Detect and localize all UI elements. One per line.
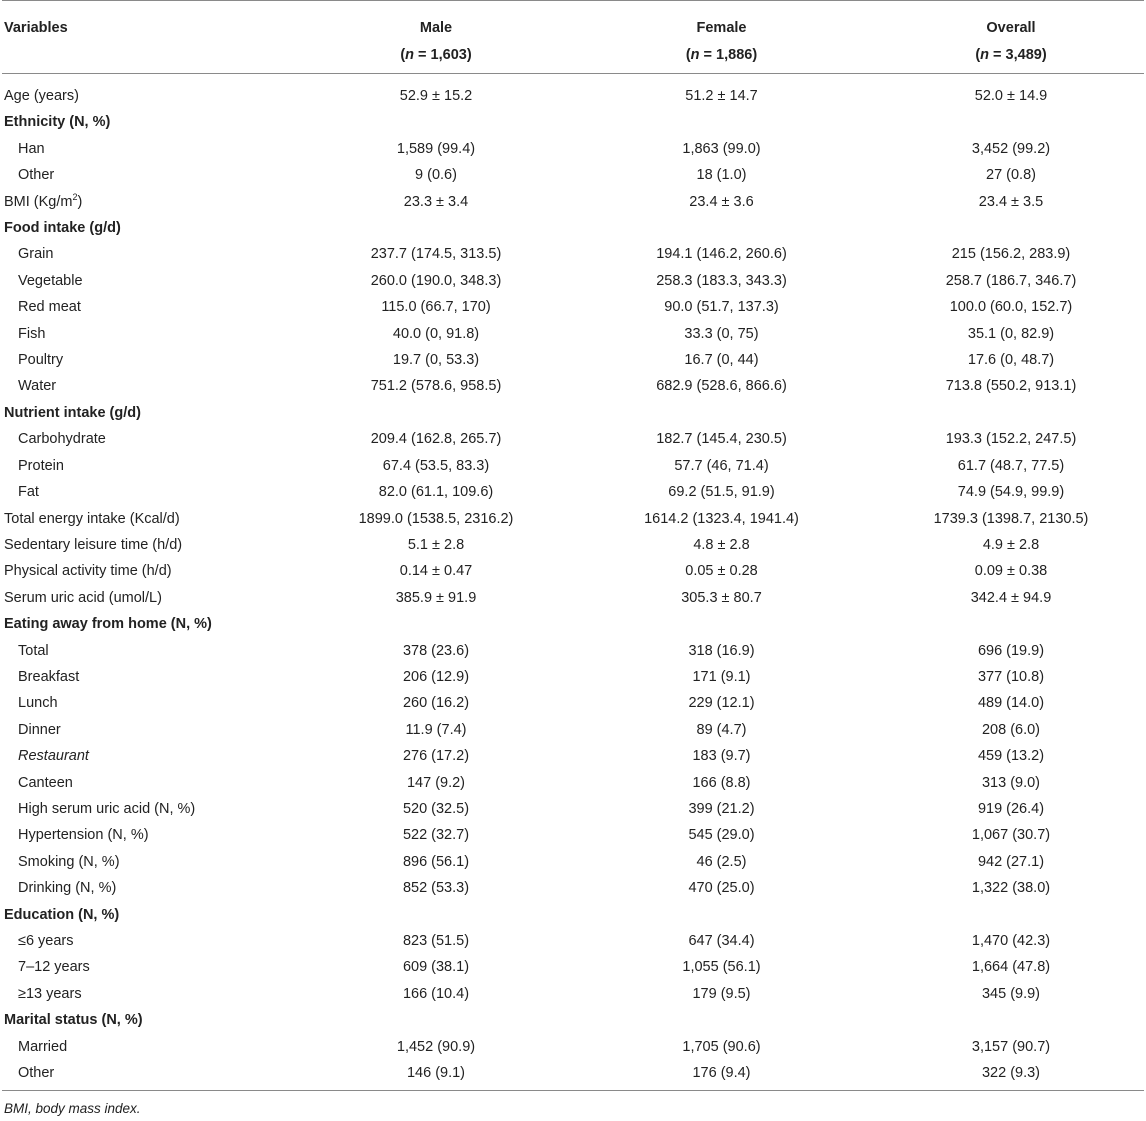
cell-male: 147 (9.2)	[406, 774, 466, 791]
table-row	[2, 1034, 1144, 1060]
table-row	[2, 954, 1144, 980]
row-label: 7–12 years	[18, 959, 90, 976]
cell-overall: 459 (13.2)	[977, 748, 1045, 765]
cell-male: 385.9 ± 91.9	[395, 589, 477, 606]
row-label: Sedentary leisure time (h/d)	[4, 536, 183, 553]
cell-male: 522 (32.7)	[402, 827, 470, 844]
table-row	[2, 849, 1144, 875]
row-label: Protein	[18, 457, 64, 474]
cell-female: 1,705 (90.6)	[682, 1038, 761, 1055]
cell-overall	[878, 1007, 1144, 1033]
cell-male	[307, 109, 565, 135]
cell-female: 179 (9.5)	[692, 985, 751, 1002]
cell-overall: 100.0 (60.0, 152.7)	[949, 299, 1073, 316]
row-label: Grain	[18, 246, 54, 263]
cell-female: 0.05 ± 0.28	[685, 563, 758, 580]
header-row	[2, 1, 1144, 74]
cell-male: 260.0 (190.0, 348.3)	[370, 272, 502, 289]
cell-overall: 1,664 (47.8)	[971, 959, 1051, 976]
header-male-n: (n = 1,603)	[400, 47, 472, 63]
table-row	[2, 109, 1144, 135]
cell-female: 183 (9.7)	[692, 748, 751, 765]
cell-male	[307, 611, 565, 637]
cell-overall: 74.9 (54.9, 99.9)	[957, 484, 1065, 501]
characteristics-table	[2, 0, 1144, 1091]
cell-overall: 61.7 (48.7, 77.5)	[957, 457, 1065, 474]
cell-male: 276 (17.2)	[402, 748, 470, 765]
row-label: Han	[18, 140, 45, 157]
cell-male: 1,452 (90.9)	[396, 1038, 476, 1055]
table-row	[2, 717, 1144, 743]
cell-male: 40.0 (0, 91.8)	[392, 325, 480, 342]
cell-male: 82.0 (61.1, 109.6)	[378, 484, 494, 501]
row-label: Poultry	[18, 352, 64, 369]
cell-overall: 17.6 (0, 48.7)	[967, 352, 1055, 369]
table-row	[2, 1060, 1144, 1091]
table-row	[2, 875, 1144, 901]
cell-overall: 0.09 ± 0.38	[974, 563, 1048, 580]
table-row	[2, 902, 1144, 928]
row-label: Other	[2, 1060, 307, 1091]
row-label: Smoking (N, %)	[18, 853, 120, 870]
cell-female: 57.7 (46, 71.4)	[674, 457, 769, 474]
table-row	[2, 136, 1144, 162]
table-row	[2, 162, 1144, 188]
cell-male: 237.7 (174.5, 313.5)	[370, 246, 502, 263]
table-row	[2, 74, 1144, 110]
row-label: Vegetable	[18, 272, 83, 289]
table-row	[2, 321, 1144, 347]
cell-female: 16.7 (0, 44)	[684, 352, 759, 369]
row-label: Marital status (N, %)	[4, 1012, 143, 1029]
cell-overall: 1,067 (30.7)	[971, 827, 1051, 844]
table-row	[2, 822, 1144, 848]
row-label: Dinner	[18, 721, 61, 738]
cell-female: 69.2 (51.5, 91.9)	[668, 484, 775, 501]
cell-overall: 1,470 (42.3)	[971, 933, 1051, 949]
cell-female: 171 (9.1)	[692, 668, 751, 685]
cell-female: 46 (2.5)	[696, 853, 747, 870]
cell-male: 67.4 (53.5, 83.3)	[382, 457, 490, 474]
cell-overall: 1739.3 (1398.7, 2130.5)	[933, 510, 1089, 527]
cell-male: 1899.0 (1538.5, 2316.2)	[358, 510, 514, 527]
row-label: ≤6 years	[18, 933, 74, 949]
cell-overall: 258.7 (186.7, 346.7)	[945, 272, 1077, 289]
cell-overall	[878, 215, 1144, 241]
cell-overall: 696 (19.9)	[977, 642, 1045, 659]
cell-female: 33.3 (0, 75)	[684, 325, 759, 342]
row-label: Total	[18, 642, 49, 659]
table-body	[2, 74, 1144, 1091]
row-label: Married	[18, 1038, 68, 1055]
table-row	[2, 690, 1144, 716]
table-row	[2, 796, 1144, 822]
cell-overall: 193.3 (152.2, 247.5)	[945, 431, 1077, 448]
cell-female: 1614.2 (1323.4, 1941.4)	[644, 510, 799, 527]
table-row	[2, 981, 1144, 1007]
cell-overall: 52.0 ± 14.9	[974, 88, 1048, 104]
table-row	[2, 347, 1144, 373]
cell-male: 609 (38.1)	[402, 959, 470, 976]
table-row	[2, 611, 1144, 637]
table-container	[2, 0, 1144, 1116]
header-male	[307, 1, 565, 74]
cell-male	[307, 902, 565, 928]
table-row	[2, 400, 1144, 426]
cell-female	[565, 109, 878, 135]
cell-female: 305.3 ± 80.7	[681, 589, 762, 606]
table-row	[2, 215, 1144, 241]
table-row	[2, 426, 1144, 452]
row-label: Lunch	[18, 695, 58, 712]
cell-male: 23.3 ± 3.4	[403, 193, 469, 210]
cell-overall	[878, 400, 1144, 426]
row-label: Eating away from home (N, %)	[4, 616, 212, 633]
row-label: Restaurant	[18, 748, 89, 765]
row-label: Carbohydrate	[18, 431, 106, 448]
cell-female: 1,863 (99.0)	[682, 140, 761, 157]
cell-overall: 342.4 ± 94.9	[970, 589, 1052, 606]
cell-overall: 919 (26.4)	[977, 800, 1045, 817]
cell-overall: 35.1 (0, 82.9)	[967, 325, 1055, 342]
cell-female: 194.1 (146.2, 260.6)	[656, 246, 787, 263]
cell-female: 51.2 ± 14.7	[685, 88, 758, 104]
cell-overall: 1,322 (38.0)	[971, 880, 1051, 897]
row-label: BMI $(Kg/m^2)$	[4, 191, 83, 210]
cell-male	[307, 400, 565, 426]
cell-overall: 489 (14.0)	[977, 695, 1045, 712]
table-row	[2, 479, 1144, 505]
table-row	[2, 558, 1144, 584]
table-row	[2, 241, 1144, 267]
row-label: Education (N, %)	[4, 906, 120, 923]
table-row	[2, 743, 1144, 769]
cell-male: 206 (12.9)	[402, 668, 470, 685]
cell-overall: 713.8 (550.2, 913.1)	[945, 378, 1077, 395]
cell-male: 5.1 ± 2.8	[407, 536, 465, 553]
table-footnote: BMI, body mass index.	[4, 1101, 141, 1117]
cell-female	[565, 611, 878, 637]
row-label: Ethnicity (N, %)	[4, 114, 111, 131]
table-row	[2, 532, 1144, 558]
row-label: Age (years)	[4, 88, 79, 104]
row-label: Physical activity time (h/d)	[4, 563, 172, 580]
row-label: Drinking (N, %)	[18, 880, 117, 897]
row-label: Serum uric acid (umol/L)	[4, 589, 162, 606]
cell-female: 4.8 ± 2.8	[693, 536, 750, 553]
row-label: Red meat	[18, 299, 81, 316]
cell-overall	[878, 902, 1144, 928]
header-overall-name: Overall	[986, 20, 1036, 36]
table-row	[2, 1007, 1144, 1033]
table-row	[2, 453, 1144, 479]
header-female-n: (n = 1,886)	[685, 47, 758, 63]
table-row	[2, 664, 1144, 690]
cell-male	[307, 1007, 565, 1033]
row-label: Other	[18, 167, 55, 184]
row-label: Hypertension (N, %)	[18, 827, 149, 844]
cell-overall: 3,452 (99.2)	[971, 140, 1051, 157]
header-female	[565, 1, 878, 74]
cell-male: 0.14 ± 0.47	[399, 563, 473, 580]
table-header	[2, 1, 1144, 74]
header-variables: Variables	[2, 1, 307, 74]
cell-female: 90.0 (51.7, 137.3)	[664, 299, 779, 316]
cell-overall: 942 (27.1)	[977, 853, 1045, 870]
cell-overall: 208 (6.0)	[981, 721, 1041, 738]
cell-male	[307, 215, 565, 241]
cell-female	[565, 400, 878, 426]
header-female-name: Female	[696, 20, 747, 36]
cell-male: 52.9 ± 15.2	[399, 88, 473, 104]
cell-male: 378 (23.6)	[402, 642, 470, 659]
cell-female	[565, 902, 878, 928]
cell-male: 9 (0.6)	[415, 167, 457, 184]
cell-female: 229 (12.1)	[688, 695, 755, 712]
cell-overall: 345 (9.9)	[981, 985, 1041, 1002]
cell-male: 209.4 (162.8, 265.7)	[370, 431, 502, 448]
row-label: Canteen	[18, 774, 73, 791]
cell-overall: 27 (0.8)	[986, 167, 1036, 184]
cell-overall: 313 (9.0)	[981, 774, 1041, 791]
table-row	[2, 294, 1144, 320]
cell-male: 823 (51.5)	[402, 933, 470, 949]
row-label: High serum uric acid (N, %)	[18, 800, 196, 817]
cell-female: 89 (4.7)	[696, 721, 747, 738]
header-overall	[878, 1, 1144, 74]
table-row	[2, 268, 1144, 294]
cell-male: 852 (53.3)	[402, 880, 470, 897]
table-row	[2, 928, 1144, 954]
table-row	[2, 585, 1144, 611]
cell-male: 751.2 (578.6, 958.5)	[370, 378, 502, 395]
cell-female: 470 (25.0)	[688, 880, 755, 897]
cell-female: 1,055 (56.1)	[682, 959, 761, 976]
cell-overall	[878, 611, 1144, 637]
cell-male: 166 (10.4)	[402, 985, 470, 1002]
table-row	[2, 189, 1144, 215]
cell-male: 146 (9.1)	[307, 1060, 565, 1091]
cell-overall: 215 (156.2, 283.9)	[951, 246, 1071, 263]
cell-female	[565, 215, 878, 241]
table-row	[2, 638, 1144, 664]
header-male-name: Male	[419, 20, 453, 36]
cell-overall	[878, 109, 1144, 135]
row-label: Food intake (g/d)	[4, 220, 121, 237]
cell-female: 399 (21.2)	[688, 800, 755, 817]
row-label: Breakfast	[18, 668, 80, 685]
table-row	[2, 770, 1144, 796]
row-label: Fish	[18, 325, 46, 342]
cell-female: 545 (29.0)	[688, 827, 755, 844]
cell-male: 11.9 (7.4)	[405, 721, 467, 738]
cell-overall: 4.9 ± 2.8	[982, 536, 1040, 553]
cell-female	[565, 1007, 878, 1033]
row-label: ≥13 years	[18, 985, 82, 1002]
header-overall-n: (n = 3,489)	[975, 47, 1047, 63]
cell-female: 166 (8.8)	[692, 774, 751, 791]
cell-female: 258.3 (183.3, 343.3)	[656, 272, 787, 289]
cell-male: 260 (16.2)	[402, 695, 470, 712]
cell-overall: 23.4 ± 3.5	[978, 193, 1044, 210]
cell-male: 896 (56.1)	[402, 853, 470, 870]
cell-female: 176 (9.4)	[565, 1060, 878, 1091]
cell-female: 23.4 ± 3.6	[689, 193, 754, 210]
cell-female: 647 (34.4)	[688, 933, 755, 949]
row-label: Water	[18, 378, 57, 395]
cell-overall: 377 (10.8)	[977, 668, 1045, 685]
cell-male: 19.7 (0, 53.3)	[392, 352, 480, 369]
cell-male: 520 (32.5)	[402, 800, 470, 817]
table-row	[2, 506, 1144, 532]
cell-male: 115.0 (66.7, 170)	[381, 299, 491, 316]
row-label: Total energy intake (Kcal/d)	[4, 510, 180, 527]
cell-female: 18 (1.0)	[696, 167, 747, 184]
cell-female: 182.7 (145.4, 230.5)	[656, 431, 787, 448]
cell-female: 682.9 (528.6, 866.6)	[656, 378, 787, 395]
cell-overall: 322 (9.3)	[878, 1060, 1144, 1091]
row-label: Fat	[18, 484, 39, 501]
row-label: Nutrient intake (g/d)	[4, 404, 141, 421]
cell-female: 318 (16.9)	[688, 642, 755, 659]
cell-overall: 3,157 (90.7)	[971, 1038, 1051, 1055]
cell-male: 1,589 (99.4)	[396, 140, 476, 157]
table-row	[2, 373, 1144, 399]
